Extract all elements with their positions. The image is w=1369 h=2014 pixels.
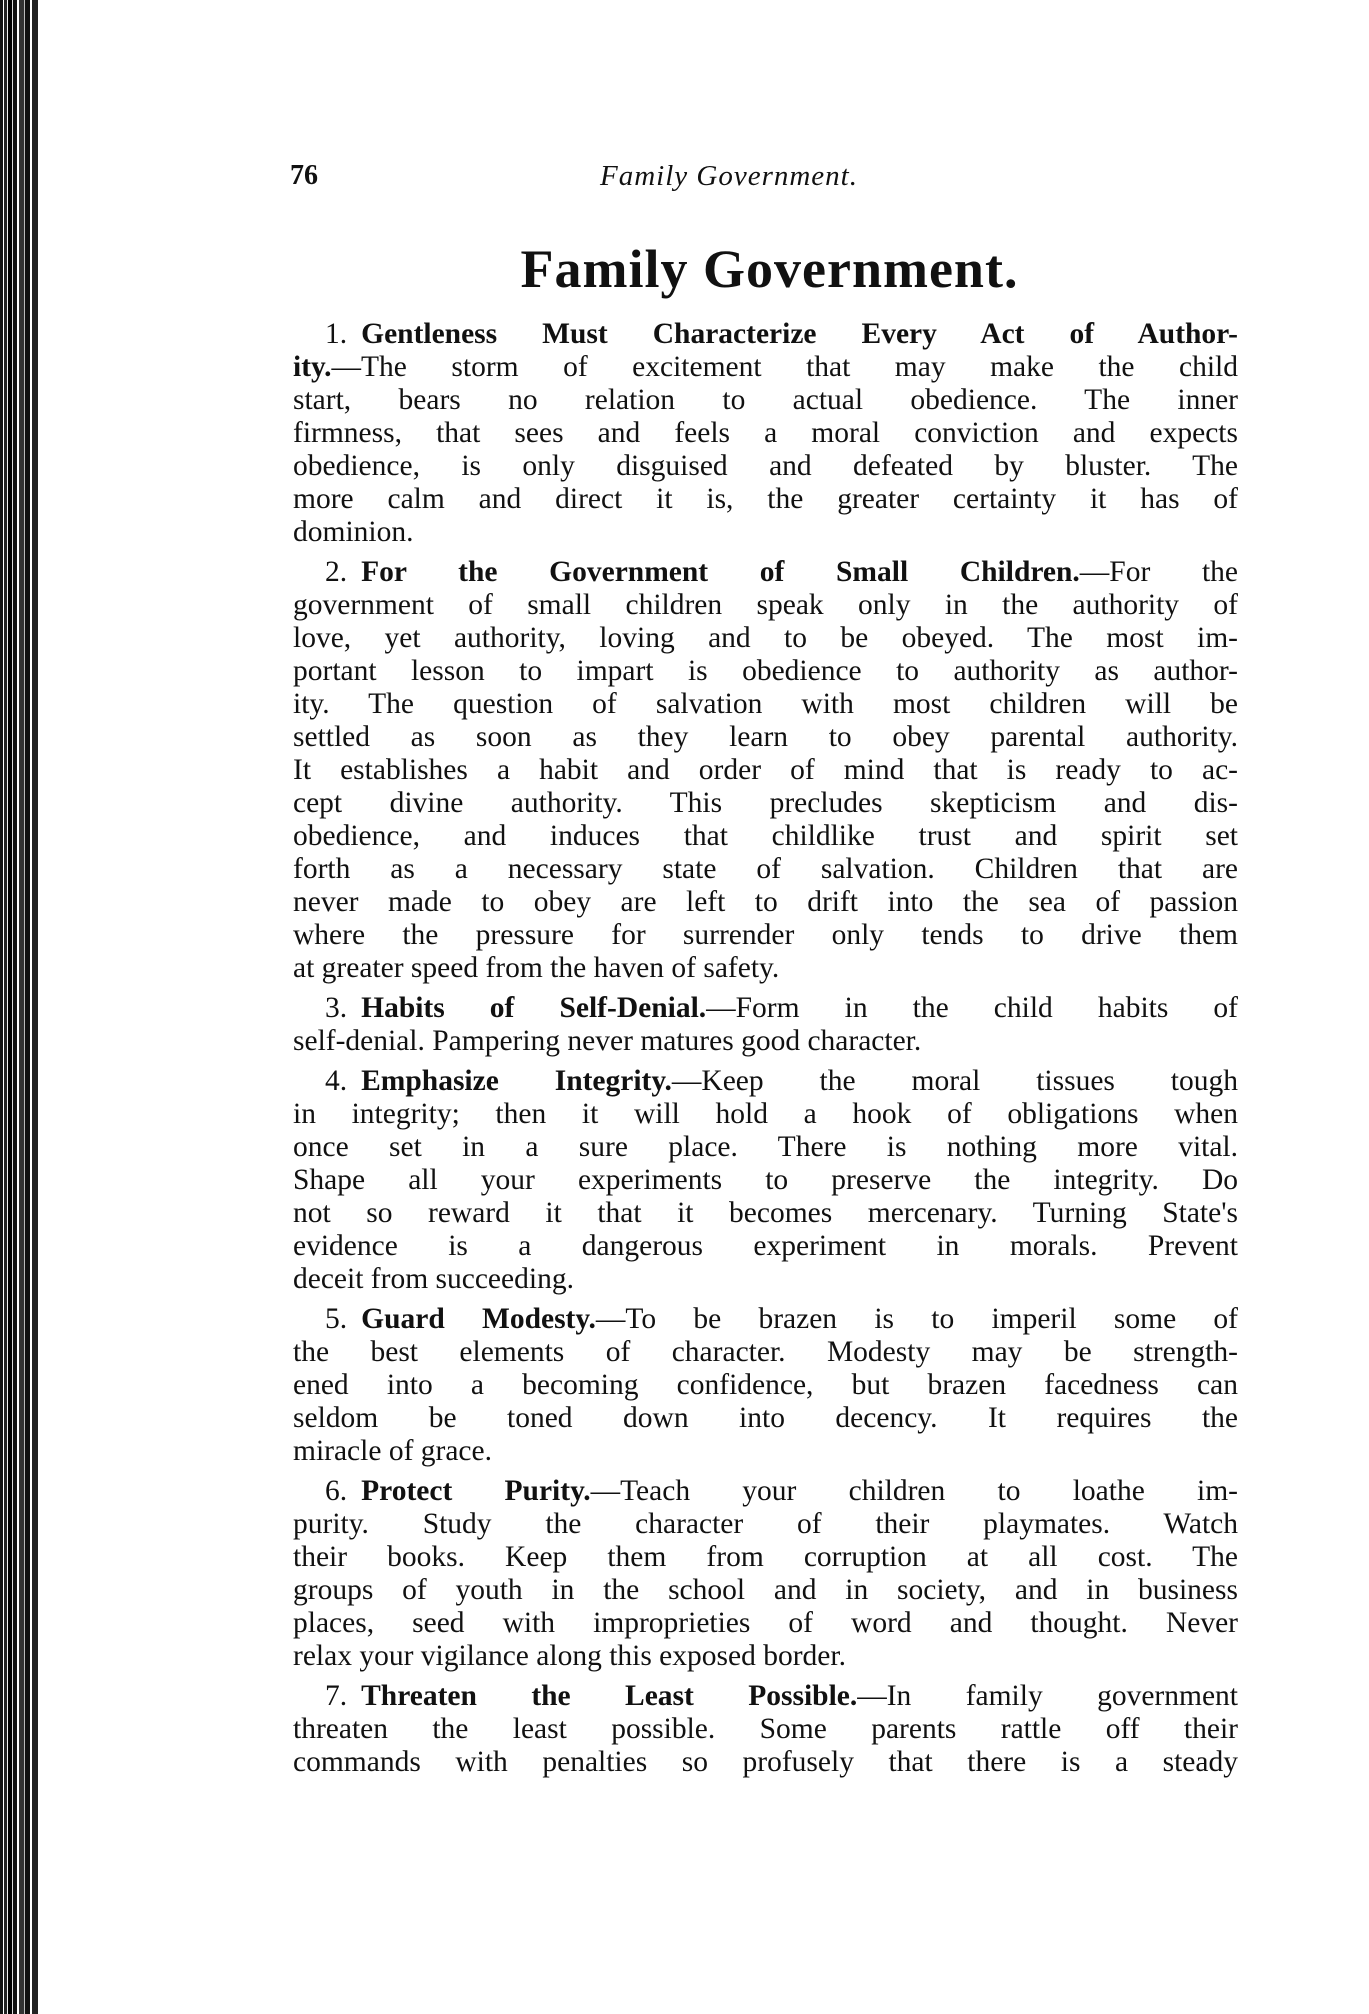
line-text: ened into a becoming confidence, but brazen facedness can	[293, 1369, 1238, 1401]
text-line	[293, 1025, 1238, 1058]
line-text: ity. The question of salvation with most children will be	[293, 688, 1238, 720]
line-text: evidence is a dangerous experiment in morals. Prevent	[293, 1230, 1238, 1262]
text-line	[293, 919, 1238, 952]
numbered-paragraph	[293, 1475, 1238, 1673]
text-line	[293, 318, 1238, 351]
text-line	[293, 1369, 1238, 1402]
line-text: —Form in the child habits of	[706, 992, 1239, 1024]
page-number: 76	[290, 160, 318, 191]
line-text: start, bears no relation to actual obedience. The inner	[293, 384, 1238, 416]
line-text: Shape all your experiments to preserve the integrity. Do	[293, 1164, 1238, 1196]
text-line	[293, 556, 1238, 589]
paragraph-number: 3.	[325, 992, 348, 1024]
text-line	[293, 886, 1238, 919]
text-line	[293, 1508, 1238, 1541]
line-text: —For the	[1079, 556, 1238, 588]
line-text: —The storm of excitement that may make the child	[331, 351, 1238, 383]
line-text: government of small children speak only in the authority of	[293, 589, 1238, 621]
text-line	[293, 1640, 1238, 1673]
line-text: cept divine authority. This precludes skepticism and dis-	[293, 787, 1238, 819]
text-line	[293, 1475, 1238, 1508]
text-line	[293, 1164, 1238, 1197]
paragraph-heading: Gentleness Must Characterize Every Act of Author-	[361, 318, 1238, 350]
line-text: commands with penalties so profusely that there is a steady	[293, 1746, 1238, 1778]
line-text: relax your vigilance along this exposed border.	[293, 1640, 846, 1672]
text-line	[293, 384, 1238, 417]
line-text: love, yet authority, loving and to be obeyed. The most im-	[293, 622, 1238, 654]
line-text: at greater speed from the haven of safety.	[293, 952, 780, 984]
text-line	[293, 1263, 1238, 1296]
text-line	[293, 820, 1238, 853]
body-text	[293, 318, 1238, 1786]
line-text: firmness, that sees and feels a moral conviction and expects	[293, 417, 1238, 449]
paragraph-number: 6.	[325, 1475, 348, 1507]
text-line	[293, 516, 1238, 549]
page-title: Family Government.	[520, 239, 1019, 299]
text-line	[293, 1098, 1238, 1131]
paragraph-number: 4.	[325, 1065, 348, 1097]
numbered-paragraph	[293, 1680, 1238, 1779]
line-text: —Keep the moral tissues tough	[671, 1065, 1239, 1097]
line-text: groups of youth in the school and in society, and in business	[293, 1574, 1238, 1606]
paragraph-heading: Guard Modesty.	[361, 1303, 596, 1335]
numbered-paragraph	[293, 1303, 1238, 1468]
paragraph-heading: Emphasize Integrity.	[361, 1065, 672, 1097]
text-line	[293, 1402, 1238, 1435]
line-text: —Teach your children to loathe im-	[590, 1475, 1238, 1507]
text-line	[293, 1065, 1238, 1098]
text-line	[293, 450, 1238, 483]
paragraph-heading: ity.	[293, 351, 332, 383]
line-text: in integrity; then it will hold a hook of obligations when	[293, 1098, 1238, 1130]
text-line	[293, 1303, 1238, 1336]
text-line	[293, 351, 1238, 384]
text-line	[293, 1680, 1238, 1713]
line-text: forth as a necessary state of salvation. Children that are	[293, 853, 1238, 885]
paragraph-number: 1.	[325, 318, 348, 350]
line-text: where the pressure for surrender only tends to drive them	[293, 919, 1238, 951]
book-binding-edge	[0, 0, 44, 2014]
text-line	[293, 992, 1238, 1025]
text-line	[293, 952, 1238, 985]
line-text: —To be brazen is to imperil some of	[595, 1303, 1239, 1335]
paragraph-heading: Protect Purity.	[361, 1475, 591, 1507]
paragraph-number: 5.	[325, 1303, 348, 1335]
text-line	[293, 1230, 1238, 1263]
paragraph-number: 7.	[325, 1680, 348, 1712]
line-text: threaten the least possible. Some parents rattle off their	[293, 1713, 1238, 1745]
line-text: places, seed with improprieties of word and thought. Never	[293, 1607, 1238, 1639]
paragraph-heading: Threaten the Least Possible.	[361, 1680, 858, 1712]
text-line	[293, 483, 1238, 516]
line-text: miracle of grace.	[293, 1435, 492, 1467]
line-text: obedience, and induces that childlike trust and spirit set	[293, 820, 1238, 852]
paragraph-heading: For the Government of Small Children.	[361, 556, 1080, 588]
line-text: portant lesson to impart is obedience to authority as author-	[293, 655, 1238, 687]
text-line	[293, 1713, 1238, 1746]
line-text: dominion.	[293, 516, 414, 548]
text-line	[293, 1131, 1238, 1164]
line-text: the best elements of character. Modesty may be strength-	[293, 1336, 1238, 1368]
numbered-paragraph	[293, 992, 1238, 1058]
text-line	[293, 1746, 1238, 1779]
line-text: settled as soon as they learn to obey parental authority.	[293, 721, 1238, 753]
text-line	[293, 853, 1238, 886]
running-header: Family Government.	[600, 160, 858, 192]
text-line	[293, 1435, 1238, 1468]
text-line	[293, 1574, 1238, 1607]
line-text: —In family government	[857, 1680, 1238, 1712]
line-text: once set in a sure place. There is nothing more vital.	[293, 1131, 1238, 1163]
line-text: obedience, is only disguised and defeated by bluster. The	[293, 450, 1238, 482]
text-line	[293, 589, 1238, 622]
line-text: self-denial. Pampering never matures good character.	[293, 1025, 922, 1057]
numbered-paragraph	[293, 556, 1238, 985]
line-text: their books. Keep them from corruption at all cost. The	[293, 1541, 1238, 1573]
text-line	[293, 655, 1238, 688]
text-line	[293, 721, 1238, 754]
text-line	[293, 1336, 1238, 1369]
line-text: seldom be toned down into decency. It requires the	[293, 1402, 1238, 1434]
numbered-paragraph	[293, 1065, 1238, 1296]
text-line	[293, 787, 1238, 820]
line-text: not so reward it that it becomes mercenary. Turning State's	[293, 1197, 1238, 1229]
text-line	[293, 1197, 1238, 1230]
text-line	[293, 754, 1238, 787]
text-line	[293, 622, 1238, 655]
text-line	[293, 688, 1238, 721]
paragraph-number: 2.	[325, 556, 348, 588]
paragraph-heading: Habits of Self-Denial.	[361, 992, 707, 1024]
line-text: purity. Study the character of their playmates. Watch	[293, 1508, 1238, 1540]
numbered-paragraph	[293, 318, 1238, 549]
line-text: deceit from succeeding.	[293, 1263, 574, 1295]
text-line	[293, 1607, 1238, 1640]
text-line	[293, 417, 1238, 450]
line-text: It establishes a habit and order of mind that is ready to ac-	[293, 754, 1238, 786]
text-line	[293, 1541, 1238, 1574]
line-text: more calm and direct it is, the greater certainty it has of	[293, 483, 1238, 515]
line-text: never made to obey are left to drift into the sea of passion	[293, 886, 1238, 918]
